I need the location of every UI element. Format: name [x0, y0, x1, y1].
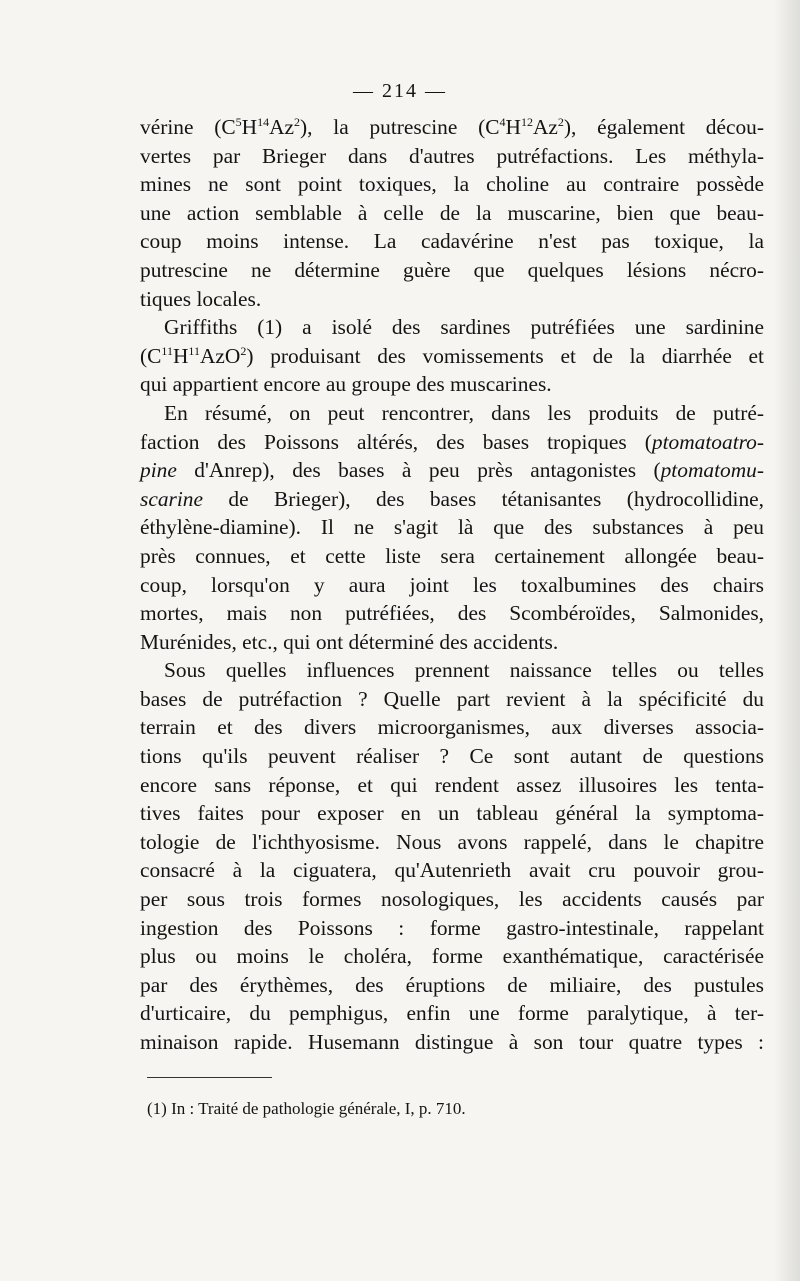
text-line: mortes, mais non putréfiées, des Scombéroïdes, Salmonides, [140, 601, 764, 626]
text-line: $(C^{11}H^{11}AzO^2)$ produisant des vomissements et de la diarrhée et [140, 343, 764, 368]
text-line: terrain et des divers microorganismes, aux diverses associa- [140, 715, 764, 740]
text-line: vertes par Brieger dans d'autres putréfactions. Les méthyla- [140, 143, 764, 168]
text-line: par des érythèmes, des éruptions de miliaire, des pustules [140, 972, 764, 997]
text-line: bases de putréfaction ? Quelle part revient à la spécificité du [140, 686, 764, 711]
text-line: faction des Poissons altérés, des bases tropiques (ptomatoatro- [140, 429, 764, 454]
text-line: vérine $(C^5H^{14}Az^2)$, la putrescine $(C^4H^{12}Az^2)$, également décou- [140, 115, 765, 139]
text-line: tives faites pour exposer en un tableau général la symptoma- [140, 801, 764, 826]
text-line: ingestion des Poissons : forme gastro-intestinale, rappelant [140, 915, 764, 940]
text-line: En résumé, on peut rencontrer, dans les produits de putré- [164, 400, 764, 425]
page-edge-shadow [774, 0, 800, 1281]
text-line: Murénides, etc., qui ont déterminé des accidents. [140, 629, 559, 654]
text-line: qui appartient encore au groupe des muscarines. [140, 372, 552, 397]
text-line: scarine de Brieger), des bases tétanisantes (hydrocollidine, [140, 486, 764, 511]
text-line: tiques locales. [140, 286, 262, 311]
text-line: plus ou moins le choléra, forme exanthématique, caractérisée [140, 944, 764, 969]
text-line: minaison rapide. Husemann distingue à son tour quatre types : [140, 1030, 764, 1054]
text-line: près connues, et cette liste sera certainement allongée beau- [140, 543, 764, 568]
text-line: pine d'Anrep), des bases à peu près antagonistes (ptomatomu- [140, 458, 764, 483]
body-text [140, 113, 764, 1057]
text-line: tions qu'ils peuvent réaliser ? Ce sont autant de questions [140, 744, 764, 769]
text-line: Griffiths (1) a isolé des sardines putréfiées une sardinine [164, 315, 764, 340]
text-line: per sous trois formes nosologiques, les accidents causés par [140, 887, 764, 912]
text-line: coup, lorsqu'on y aura joint les toxalbumines des chairs [140, 572, 764, 597]
text-line: encore sans réponse, et qui rendent assez illusoires les tenta- [140, 772, 764, 797]
text-line: tologie de l'ichthyosisme. Nous avons rappelé, dans le chapitre [140, 829, 764, 854]
text-line: mines ne sont point toxiques, la choline au contraire possède [140, 172, 764, 197]
text-line: consacré à la ciguatera, qu'Autenrieth avait cru pouvoir grou- [140, 858, 764, 883]
page-number: — 214 — [353, 80, 447, 102]
text-line: coup moins intense. La cadavérine n'est pas toxique, la [140, 229, 764, 254]
text-line: Sous quelles influences prennent naissance telles ou telles [164, 658, 764, 683]
footnote: (1) In : Traité de pathologie générale, I, p. 710. [147, 1099, 466, 1118]
text-line: putrescine ne détermine guère que quelques lésions nécro- [140, 257, 764, 282]
text-line: une action semblable à celle de la muscarine, bien que beau- [140, 200, 764, 225]
footnote-divider [147, 1077, 272, 1078]
text-line: d'urticaire, du pemphigus, enfin une forme paralytique, à ter- [140, 1001, 764, 1026]
text-line: éthylène-diamine). Il ne s'agit là que des substances à peu [140, 515, 764, 540]
